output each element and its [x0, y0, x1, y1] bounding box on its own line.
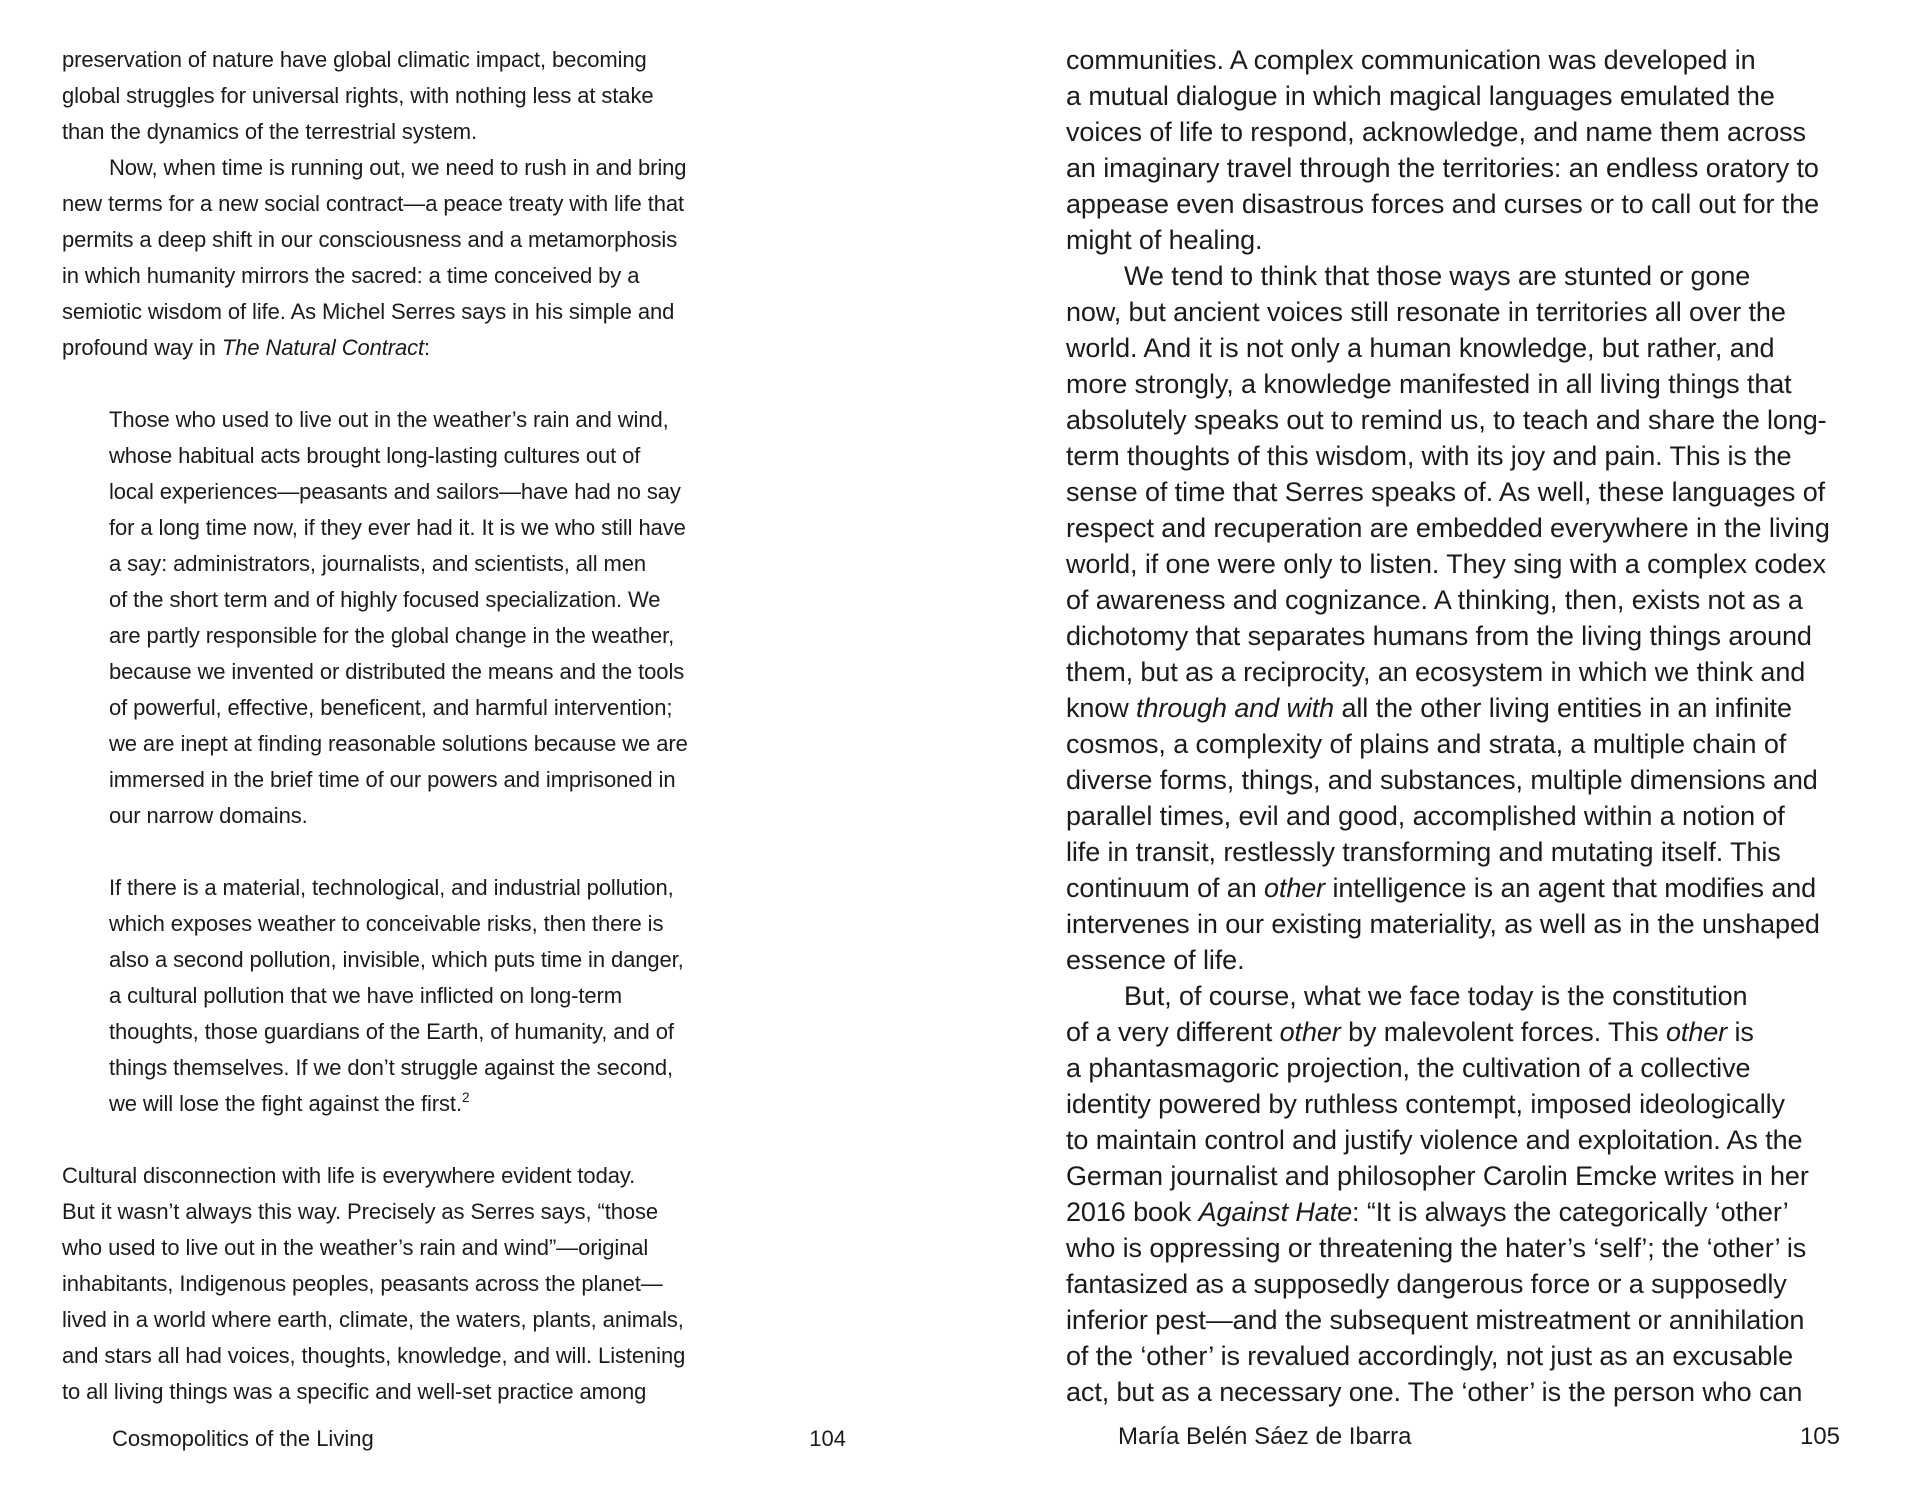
text-line — [62, 78, 707, 114]
text-line — [109, 726, 707, 762]
text-line — [1066, 582, 1826, 618]
text-segment: 2016 book — [1066, 1197, 1199, 1227]
text-segment: voices of life to respond, acknowledge, and name them across — [1066, 117, 1806, 147]
text-segment: of powerful, effective, beneficent, and harmful intervention; — [109, 695, 673, 720]
text-segment: profound way in — [62, 335, 222, 360]
text-line — [1066, 474, 1826, 510]
text-segment: things themselves. If we don’t struggle against the second, — [109, 1055, 673, 1080]
text-segment: is — [1727, 1017, 1754, 1047]
text-segment: diverse forms, things, and substances, multiple dimensions and — [1066, 765, 1818, 795]
text-segment: : — [424, 335, 431, 360]
text-segment: Cultural disconnection with life is everywhere evident today. — [62, 1163, 636, 1188]
text-segment: for a long time now, if they ever had it. It is we who still have — [109, 515, 686, 540]
italic-text: other — [1666, 1017, 1728, 1047]
right-page-text-column — [1066, 42, 1830, 1410]
blockquote — [109, 402, 707, 834]
text-segment: new terms for a new social contract—a peace treaty with life that — [62, 191, 685, 216]
text-segment: permits a deep shift in our consciousness and a metamorphosis — [62, 227, 678, 252]
italic-text: other — [1279, 1017, 1341, 1047]
text-line — [1066, 978, 1826, 1014]
text-line — [1066, 150, 1826, 186]
text-segment: of awareness and cognizance. A thinking, then, exists not as a — [1066, 585, 1803, 615]
text-segment: global struggles for universal rights, with nothing less at stake — [62, 83, 654, 108]
text-segment: a say: administrators, journalists, and scientists, all men — [109, 551, 646, 576]
text-segment: dichotomy that separates humans from the living things around — [1066, 621, 1812, 651]
text-line — [1066, 762, 1826, 798]
text-segment: world, if one were only to listen. They sing with a complex codex — [1066, 549, 1826, 579]
text-segment: life in transit, restlessly transforming and mutating itself. This — [1066, 837, 1781, 867]
blockquote — [109, 870, 707, 1122]
text-line — [62, 1194, 707, 1230]
text-segment: But, of course, what we face today is the constitution — [1124, 981, 1748, 1011]
text-segment: lived in a world where earth, climate, the waters, plants, animals, — [62, 1307, 684, 1332]
text-segment: also a second pollution, invisible, which puts time in danger, — [109, 947, 684, 972]
text-segment: more strongly, a knowledge manifested in all living things that — [1066, 369, 1792, 399]
text-line — [62, 1374, 707, 1410]
text-segment: absolutely speaks out to remind us, to teach and share the long- — [1066, 405, 1827, 435]
text-segment: We tend to think that those ways are stunted or gone — [1124, 261, 1751, 291]
paragraph — [1066, 42, 1830, 1410]
italic-text: Against Hate — [1198, 1197, 1353, 1227]
text-segment: local experiences—peasants and sailors—have had no say — [109, 479, 681, 504]
text-line — [1066, 870, 1826, 906]
text-line — [109, 546, 707, 582]
text-segment: a mutual dialogue in which magical languages emulated the — [1066, 81, 1775, 111]
text-line — [109, 654, 707, 690]
text-line — [1066, 366, 1826, 402]
text-line — [109, 618, 707, 654]
text-segment: them, but as a reciprocity, an ecosystem in which we think and — [1066, 657, 1806, 687]
text-line — [62, 1266, 707, 1302]
text-segment: parallel times, evil and good, accomplished within a notion of — [1066, 801, 1785, 831]
text-line — [109, 402, 707, 438]
text-segment: inhabitants, Indigenous peoples, peasants across the planet— — [62, 1271, 663, 1296]
text-line — [1066, 1158, 1826, 1194]
text-line — [62, 114, 707, 150]
text-line — [62, 1158, 707, 1194]
text-line — [109, 1014, 707, 1050]
italic-text: The Natural Contract — [221, 335, 425, 360]
text-line — [1066, 1050, 1826, 1086]
text-segment: all the other living entities in an infinite — [1334, 693, 1792, 723]
italic-text: other — [1264, 873, 1326, 903]
text-line — [109, 438, 707, 474]
text-line — [1066, 1230, 1826, 1266]
text-line — [62, 294, 707, 330]
text-segment: are partly responsible for the global change in the weather, — [109, 623, 675, 648]
text-line — [109, 690, 707, 726]
text-line — [1066, 798, 1826, 834]
text-segment: which exposes weather to conceivable risks, then there is — [109, 911, 664, 936]
text-segment: fantasized as a supposedly dangerous force or a supposedly — [1066, 1269, 1787, 1299]
text-segment: because we invented or distributed the means and the tools — [109, 659, 685, 684]
text-segment: of the short term and of highly focused specialization. We — [109, 587, 661, 612]
text-line — [1066, 1122, 1826, 1158]
text-segment: by malevolent forces. This — [1340, 1017, 1667, 1047]
text-segment: essence of life. — [1066, 945, 1245, 975]
text-segment: our narrow domains. — [109, 803, 308, 828]
text-line — [1066, 402, 1826, 438]
text-segment: Now, when time is running out, we need to rush in and bring — [109, 155, 687, 180]
text-line — [1066, 1302, 1826, 1338]
text-line — [1066, 726, 1826, 762]
text-segment: German journalist and philosopher Carolin Emcke writes in her — [1066, 1161, 1809, 1191]
text-line — [62, 1302, 707, 1338]
text-line — [109, 1050, 707, 1086]
text-segment: of the ‘other’ is revalued accordingly, not just as an excusable — [1066, 1341, 1794, 1371]
text-line — [62, 330, 707, 366]
text-segment: semiotic wisdom of life. As Michel Serres says in his simple and — [62, 299, 675, 324]
text-segment: cosmos, a complexity of plains and strata, a multiple chain of — [1066, 729, 1787, 759]
text-segment: appease even disastrous forces and curses or to call out for the — [1066, 189, 1820, 219]
text-segment: inferior pest—and the subsequent mistreatment or annihilation — [1066, 1305, 1805, 1335]
text-line — [62, 186, 707, 222]
text-line — [62, 222, 707, 258]
text-line — [1066, 42, 1826, 78]
text-segment: act, but as a necessary one. The ‘other’ is the person who can — [1066, 1377, 1803, 1407]
text-line — [1066, 1266, 1826, 1302]
text-line — [1066, 294, 1826, 330]
text-segment: in which humanity mirrors the sacred: a time conceived by a — [62, 263, 640, 288]
text-line — [1066, 438, 1826, 474]
text-line — [109, 978, 707, 1014]
left-page-text-column — [62, 42, 707, 1410]
footer-right-running-title: María Belén Sáez de Ibarra — [1118, 1423, 1412, 1450]
text-line — [1066, 546, 1826, 582]
text-segment: thoughts, those guardians of the Earth, of humanity, and of — [109, 1019, 674, 1044]
text-line — [1066, 654, 1826, 690]
text-line — [109, 942, 707, 978]
text-line — [109, 762, 707, 798]
text-line — [62, 258, 707, 294]
text-segment: a cultural pollution that we have inflicted on long-term — [109, 983, 622, 1008]
text-segment: communities. A complex communication was developed in — [1066, 45, 1756, 75]
text-line — [1066, 906, 1826, 942]
text-segment: we are inept at finding reasonable solutions because we are — [109, 731, 688, 756]
text-line — [1066, 1194, 1826, 1230]
text-segment: respect and recuperation are embedded everywhere in the living — [1066, 513, 1830, 543]
text-line — [62, 1338, 707, 1374]
text-segment: who is oppressing or threatening the hater’s ‘self’; the ‘other’ is — [1066, 1233, 1807, 1263]
text-segment: intervenes in our existing materiality, as well as in the unshaped — [1066, 909, 1820, 939]
text-line — [1066, 1014, 1826, 1050]
text-line — [109, 798, 707, 834]
text-line — [109, 474, 707, 510]
text-segment: an imaginary travel through the territories: an endless oratory to — [1066, 153, 1819, 183]
text-segment: whose habitual acts brought long-lasting cultures out of — [109, 443, 641, 468]
text-segment: continuum of an — [1066, 873, 1265, 903]
text-segment: of a very different — [1066, 1017, 1280, 1047]
text-segment: term thoughts of this wisdom, with its joy and pain. This is the — [1066, 441, 1792, 471]
text-line — [62, 1230, 707, 1266]
italic-text: through and with — [1136, 693, 1335, 723]
text-line — [1066, 510, 1830, 546]
text-line — [1066, 78, 1826, 114]
text-line — [62, 150, 707, 186]
text-line — [1066, 222, 1826, 258]
text-segment: a phantasmagoric projection, the cultivation of a collective — [1066, 1053, 1751, 1083]
text-line — [1066, 114, 1826, 150]
text-line — [1066, 1374, 1826, 1410]
text-segment: If there is a material, technological, and industrial pollution, — [109, 875, 674, 900]
text-line — [109, 510, 707, 546]
text-segment: and stars all had voices, thoughts, knowledge, and will. Listening — [62, 1343, 686, 1368]
text-segment: now, but ancient voices still resonate in territories all over the — [1066, 297, 1786, 327]
text-line — [1066, 942, 1826, 978]
text-segment: we will lose the fight against the first. — [109, 1091, 462, 1116]
text-segment: sense of time that Serres speaks of. As well, these languages of — [1066, 477, 1826, 507]
text-line — [1066, 834, 1826, 870]
footer-left-page-number: 104 — [809, 1426, 846, 1451]
paragraph — [62, 1158, 707, 1410]
text-line — [1066, 690, 1826, 726]
text-segment: to maintain control and justify violence and exploitation. As the — [1066, 1125, 1803, 1155]
text-segment: than the dynamics of the terrestrial system. — [62, 119, 477, 144]
text-segment: might of healing. — [1066, 225, 1263, 255]
text-segment: immersed in the brief time of our powers and imprisoned in — [109, 767, 676, 792]
text-segment: identity powered by ruthless contempt, imposed ideologically — [1066, 1089, 1785, 1119]
text-segment: who used to live out in the weather’s rain and wind”—original — [62, 1235, 649, 1260]
text-segment: preservation of nature have global climatic impact, becoming — [62, 47, 647, 72]
text-line — [1066, 1338, 1826, 1374]
text-segment: know — [1066, 693, 1137, 723]
text-line — [1066, 186, 1826, 222]
footer-left-running-title: Cosmopolitics of the Living — [112, 1426, 374, 1451]
text-line — [1066, 258, 1826, 294]
text-line — [109, 870, 707, 906]
text-line — [109, 582, 707, 618]
text-segment: intelligence is an agent that modifies and — [1325, 873, 1817, 903]
text-line — [1066, 1086, 1826, 1122]
text-segment: to all living things was a specific and well-set practice among — [62, 1379, 647, 1404]
text-line — [62, 42, 707, 78]
footnote-reference: 2 — [461, 1090, 470, 1105]
text-segment: world. And it is not only a human knowledge, but rather, and — [1066, 333, 1775, 363]
text-segment: : “It is always the categorically ‘other’ — [1352, 1197, 1789, 1227]
text-segment: But it wasn’t always this way. Precisely as Serres says, “those — [62, 1199, 659, 1224]
text-line — [1066, 618, 1826, 654]
text-segment: Those who used to live out in the weather’s rain and wind, — [109, 407, 669, 432]
paragraph — [62, 42, 707, 366]
text-line — [109, 1086, 707, 1122]
text-line — [1066, 330, 1826, 366]
text-line — [109, 906, 707, 942]
footer-right-page-number: 105 — [1799, 1423, 1840, 1450]
